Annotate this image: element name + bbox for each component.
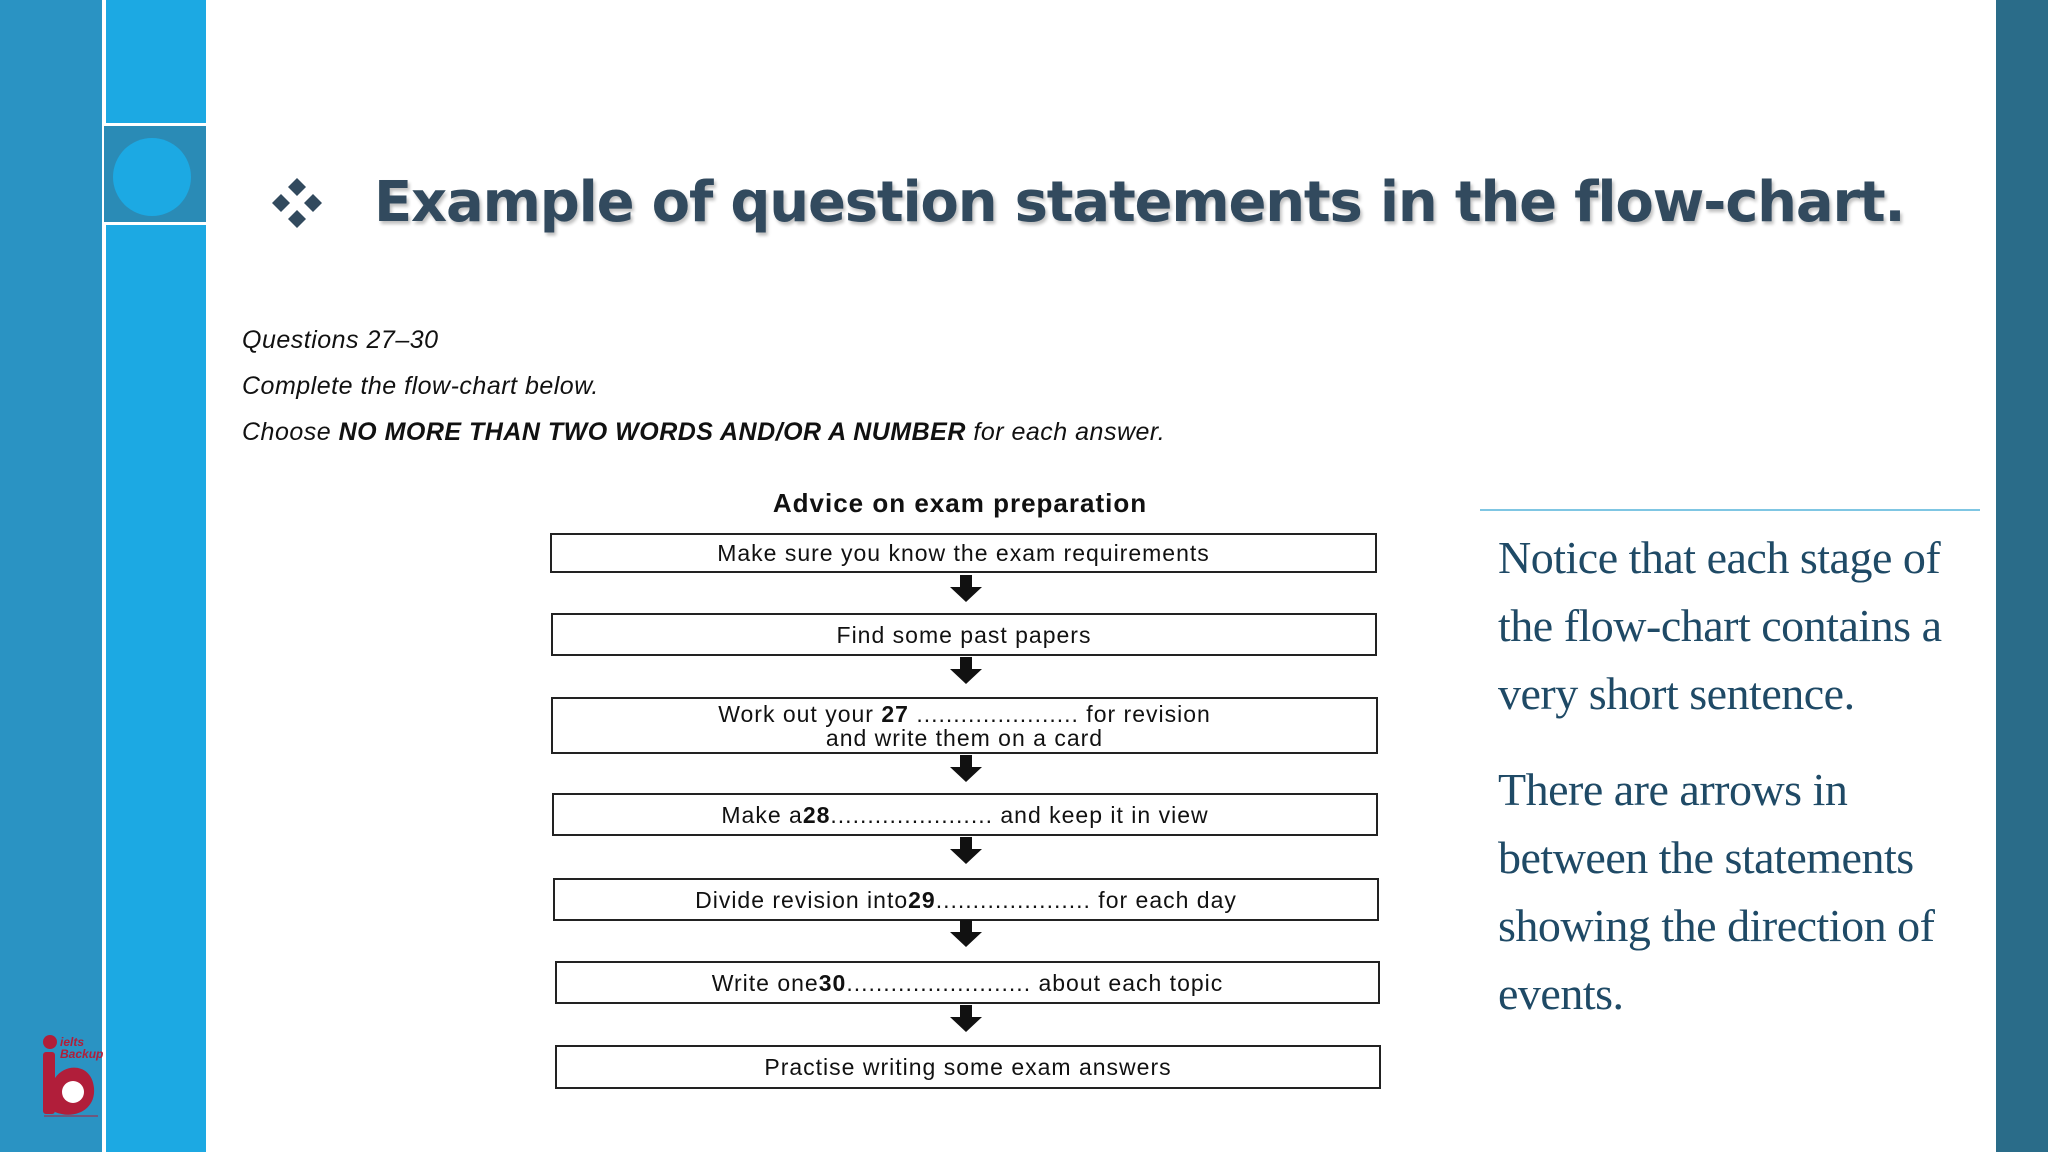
step-text: Make sure you know the exam requirements — [717, 540, 1210, 566]
notes-divider — [1480, 509, 1980, 511]
instructions-line: Complete the flow-chart below. — [242, 372, 599, 400]
note-paragraph-2: There are arrows in between the statements showing the direction of events. — [1498, 764, 1935, 1019]
left-band-outer — [0, 0, 102, 1152]
step-gap: ...................... and keep it in view — [830, 801, 1209, 828]
question-number: 30 — [818, 969, 847, 996]
down-arrow-icon — [946, 837, 986, 865]
step-line: and write them on a card — [825, 724, 1104, 751]
step-text: Divide revision into — [695, 886, 909, 913]
slide-title: Example of question statements in the flow-chart. — [374, 170, 1905, 235]
flowchart-step — [555, 1045, 1381, 1089]
left-band-circle — [113, 138, 191, 216]
down-arrow-icon — [946, 657, 986, 685]
flowchart-step — [551, 697, 1378, 754]
word-limit-prefix: Choose — [242, 418, 339, 446]
step-gap: ...................... for revision — [908, 700, 1211, 727]
step-text: Practise writing some exam answers — [764, 1054, 1172, 1080]
word-limit-bold: NO MORE THAN TWO WORDS AND/OR A NUMBER — [338, 418, 966, 446]
question-number: 28 — [802, 801, 831, 828]
flowchart-step — [553, 878, 1379, 921]
down-arrow-icon — [946, 1005, 986, 1033]
step-gap: ..................... for each day — [935, 886, 1237, 913]
step-text: Find some past papers — [836, 621, 1092, 648]
word-limit-suffix: for each answer. — [965, 418, 1166, 446]
step-text: Work out your — [718, 700, 882, 727]
flowchart-step — [550, 533, 1377, 573]
logo-text-line2: Backup — [60, 1047, 104, 1061]
down-arrow-icon — [946, 575, 986, 603]
step-line — [718, 702, 1211, 726]
down-arrow-icon — [946, 920, 986, 948]
questions-range: Questions 27–30 — [242, 326, 439, 354]
flowchart-step — [555, 961, 1380, 1004]
step-gap: ......................... about each topic — [846, 969, 1224, 996]
logo-text — [60, 1036, 103, 1060]
step-text: Make a — [721, 801, 803, 828]
flowchart-title: Advice on exam preparation — [772, 488, 1148, 518]
diamond-cluster-icon — [268, 174, 326, 232]
logo-text-line1: ielts — [60, 1035, 85, 1049]
question-number: 29 — [908, 886, 936, 913]
step-text: Write one — [711, 969, 819, 996]
flowchart-step — [551, 613, 1377, 656]
flowchart-step — [552, 793, 1378, 836]
note-paragraph-1: Notice that each stage of the flow-chart contains a very short sentence. — [1498, 532, 1942, 719]
down-arrow-icon — [946, 755, 986, 783]
word-limit-line — [242, 418, 1165, 447]
right-band — [1996, 0, 2048, 1152]
slide-heading — [268, 170, 1905, 235]
question-number: 27 — [881, 700, 909, 727]
